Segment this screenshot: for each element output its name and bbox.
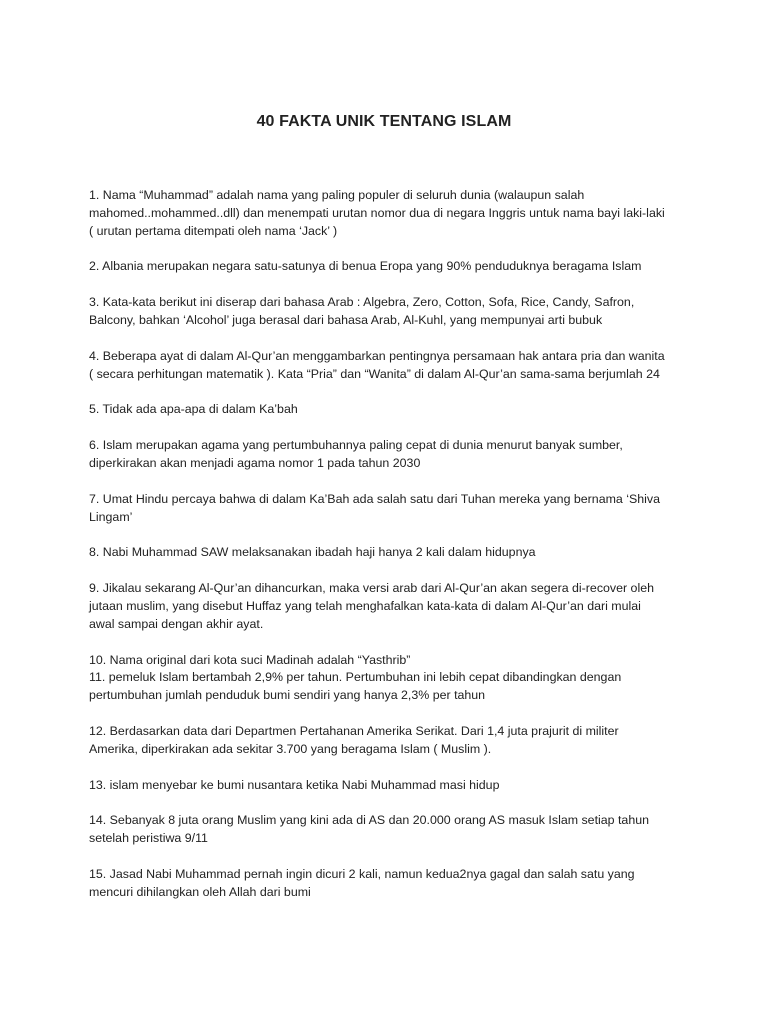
fact-item-9: [89, 580, 689, 633]
fact-item-7: [89, 491, 689, 527]
fact-line: 3. Kata-kata berikut ini diserap dari bahasa Arab : Algebra, Zero, Cotton, Sofa, Rice, Candy, Safron,: [89, 295, 635, 310]
fact-line: pertumbuhan jumlah penduduk bumi sendiri yang hanya 2,3% per tahun: [89, 688, 486, 703]
fact-item-5: [89, 401, 689, 419]
fact-line: Amerika, diperkirakan ada sekitar 3.700 yang beragama Islam ( Muslim ).: [89, 741, 492, 756]
fact-item-15: [89, 866, 689, 902]
fact-line: 11. pemeluk Islam bertambah 2,9% per tahun. Pertumbuhan ini lebih cepat dibandingkan dengan: [89, 670, 622, 685]
fact-line: 8. Nabi Muhammad SAW melaksanakan ibadah haji hanya 2 kali dalam hidupnya: [89, 545, 536, 560]
fact-item-8: [89, 544, 689, 562]
fact-line: 12. Berdasarkan data dari Departmen Pertahanan Amerika Serikat. Dari 1,4 juta prajurit di militer: [89, 723, 619, 738]
fact-item-6: [89, 437, 689, 473]
fact-line: 2. Albania merupakan negara satu-satunya di benua Eropa yang 90% penduduknya beragama Islam: [89, 259, 642, 274]
fact-line: setelah peristiwa 9/11: [89, 831, 208, 846]
fact-item-14: [89, 812, 689, 848]
fact-item-3: [89, 294, 689, 330]
fact-line: 14. Sebanyak 8 juta orang Muslim yang kini ada di AS dan 20.000 orang AS masuk Islam setiap tahun: [89, 813, 649, 828]
fact-line: Balcony, bahkan ‘Alcohol’ juga berasal dari bahasa Arab, Al-Kuhl, yang mempunyai arti bubuk: [89, 312, 603, 327]
fact-line: 5. Tidak ada apa-apa di dalam Ka’bah: [89, 402, 298, 417]
document-body: [89, 187, 689, 920]
fact-line: 15. Jasad Nabi Muhammad pernah ingin dicuri 2 kali, namun kedua2nya gagal dan salah satu yang: [89, 866, 635, 881]
document-title: 40 FAKTA UNIK TENTANG ISLAM: [256, 113, 512, 130]
fact-line: 6. Islam merupakan agama yang pertumbuhannya paling cepat di dunia menurut banyak sumber,: [89, 438, 623, 453]
fact-item-12: [89, 723, 689, 759]
fact-item-1: [89, 187, 689, 240]
fact-item-13: [89, 777, 689, 795]
fact-line: Lingam’: [89, 509, 133, 524]
fact-item-2: [89, 258, 689, 276]
fact-line: mencuri dihilangkan oleh Allah dari bumi: [89, 884, 311, 899]
fact-line: 7. Umat Hindu percaya bahwa di dalam Ka’Bah ada salah satu dari Tuhan mereka yang bernama ‘Shiva: [89, 491, 660, 506]
fact-line: 9. Jikalau sekarang Al-Qur’an dihancurkan, maka versi arab dari Al-Qur’an akan segera di-recover oleh: [89, 581, 654, 596]
fact-line: mahomed..mohammed..dll) dan menempati urutan nomor dua di negara Inggris untuk nama bayi laki-laki: [89, 205, 665, 220]
fact-line: diperkirakan akan menjadi agama nomor 1 pada tahun 2030: [89, 455, 421, 470]
fact-line: 10. Nama original dari kota suci Madinah adalah “Yasthrib”: [89, 652, 411, 667]
fact-line: 4. Beberapa ayat di dalam Al-Qur’an menggambarkan pentingnya persamaan hak antara pria dan wanita: [89, 348, 665, 363]
fact-item-11: [89, 669, 689, 705]
fact-item-10: [89, 652, 689, 670]
fact-line: ( secara perhitungan matematik ). Kata “Pria” dan “Wanita” di dalam Al-Qur’an sama-sama berjumlah 24: [89, 366, 660, 381]
fact-line: 1. Nama “Muhammad” adalah nama yang paling populer di seluruh dunia (walaupun salah: [89, 188, 585, 202]
fact-item-4: [89, 348, 689, 384]
fact-line: ( urutan pertama ditempati oleh nama ‘Jack’ ): [89, 223, 338, 238]
fact-line: 13. islam menyebar ke bumi nusantara ketika Nabi Muhammad masi hidup: [89, 777, 500, 792]
fact-line: awal sampai dengan akhir ayat.: [89, 616, 264, 631]
fact-line: jutaan muslim, yang disebut Huffaz yang telah menghafalkan kata-kata di dalam Al-Qur’an dari mulai: [89, 598, 641, 613]
